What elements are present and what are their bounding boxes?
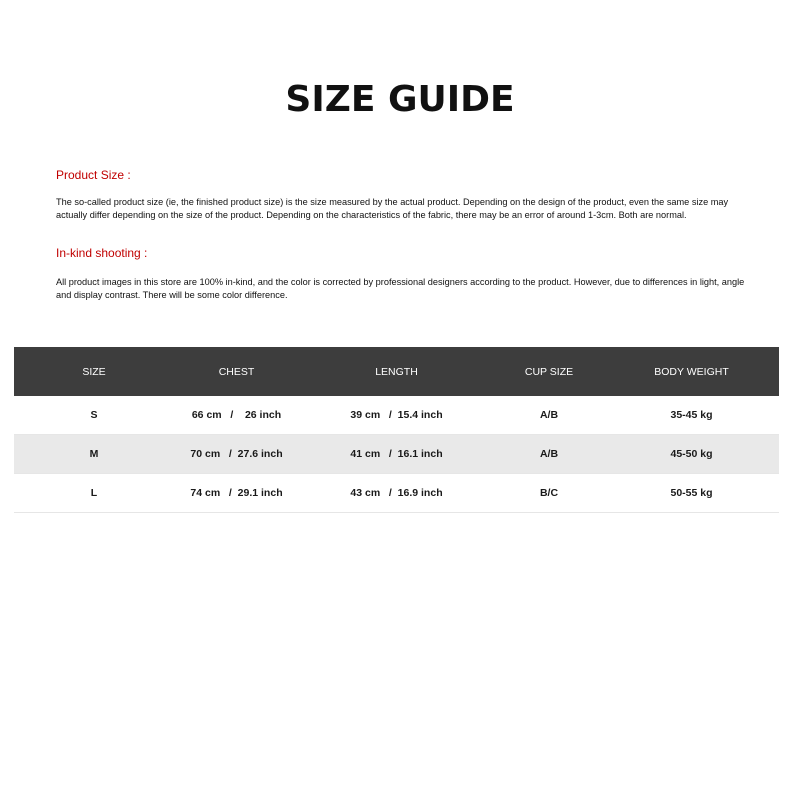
- cell-body-weight: 45-50 kg: [670, 448, 713, 461]
- product-size-section: [56, 167, 746, 221]
- table-row: [14, 396, 779, 435]
- page-title: SIZE GUIDE: [285, 79, 515, 120]
- cell-body-weight: 50-55 kg: [670, 486, 713, 499]
- header-body-weight: BODY WEIGHT: [654, 365, 729, 378]
- table-row: [14, 473, 779, 512]
- cell-length: 39 cm / 15.4 inch: [350, 409, 443, 422]
- cell-body-weight: 35-45 kg: [670, 409, 713, 422]
- cell-size: S: [90, 409, 98, 422]
- header-length: LENGTH: [375, 365, 418, 378]
- inkind-shooting-section: [56, 245, 746, 301]
- table-row: [14, 435, 779, 474]
- cell-cup-size: A/B: [539, 448, 559, 461]
- cell-cup-size: B/C: [539, 486, 559, 499]
- cell-chest: 66 cm / 26 inch: [191, 409, 282, 422]
- inkind-shooting-text: All product images in this store are 100% in-kind, and the color is corrected by professional designers according to the product. However, due to differences in light, angle and display contrast. There will be some color difference.: [56, 277, 745, 300]
- cell-chest: 70 cm / 27.6 inch: [190, 448, 283, 461]
- table-header-row: [14, 347, 779, 396]
- cell-length: 41 cm / 16.1 inch: [350, 448, 443, 461]
- header-cup-size: CUP SIZE: [524, 365, 574, 378]
- product-size-text: The so-called product size (ie, the finished product size) is the size measured by the actual product. Depending on the design of the product, even the same size may actually differ depending on the size of the product. Depending on the characteristics of the fabric, there may be an error of around 1-3cm. Both are normal.: [56, 197, 729, 220]
- cell-length: 43 cm / 16.9 inch: [350, 486, 443, 499]
- product-size-heading: Product Size :: [56, 168, 131, 182]
- size-table: [14, 347, 779, 513]
- cell-size: M: [89, 448, 99, 461]
- cell-size: L: [90, 486, 98, 499]
- cell-cup-size: A/B: [539, 409, 559, 422]
- header-size: SIZE: [82, 365, 106, 378]
- cell-chest: 74 cm / 29.1 inch: [190, 486, 283, 499]
- header-chest: CHEST: [218, 365, 255, 378]
- inkind-shooting-heading: In-kind shooting :: [56, 246, 148, 260]
